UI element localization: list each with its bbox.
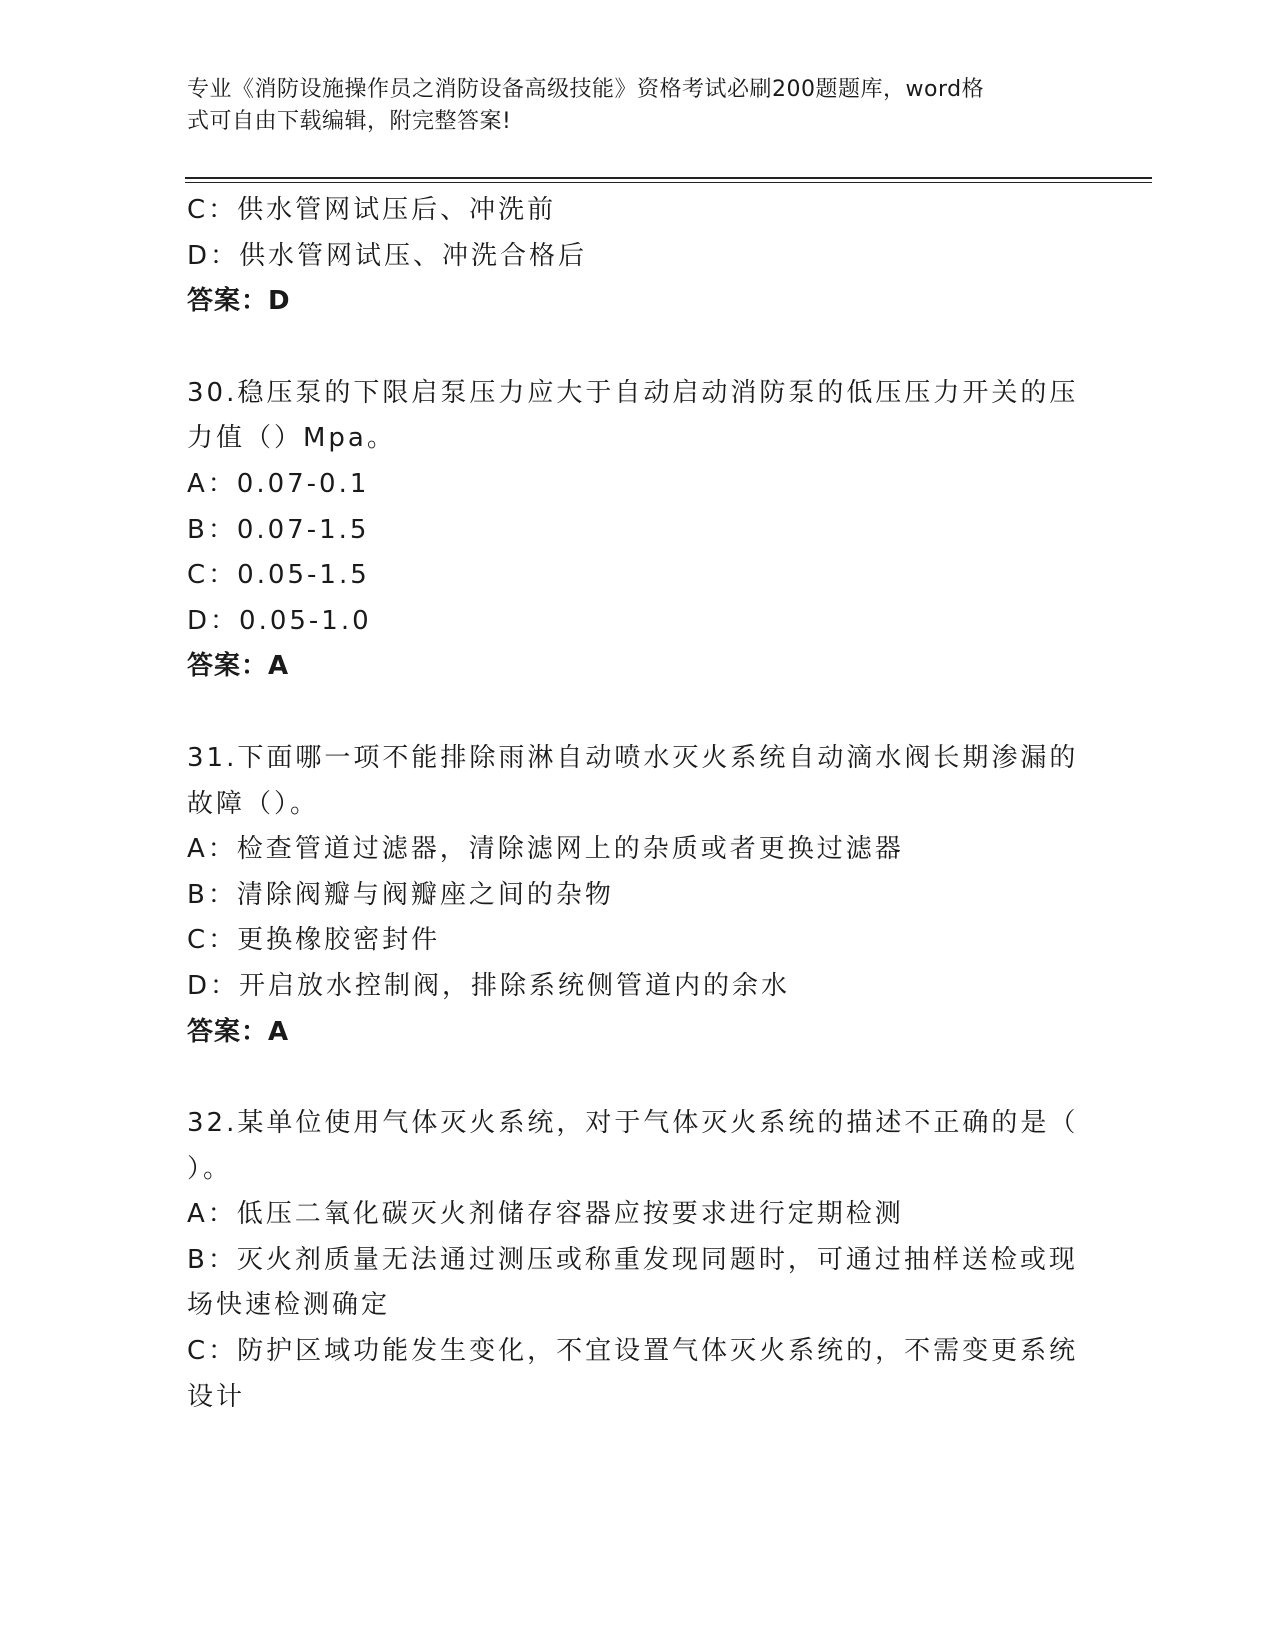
spacer	[187, 325, 1087, 371]
option-b: B：0.07-1.5	[187, 514, 370, 545]
option-c: C：供水管网试压后、冲洗前	[187, 195, 557, 225]
prev-question-block	[187, 188, 1087, 325]
option-c-line-2: 设计	[187, 1381, 246, 1412]
spacer	[187, 1055, 1087, 1101]
option-d: D：0.05-1.0	[187, 605, 372, 636]
answer-line: 答案：A	[187, 1016, 290, 1047]
question-stem-line-1: 31.下面哪一项不能排除雨淋自动喷水灭火系统自动滴水阀长期渗漏的	[187, 742, 1079, 773]
option-c-line-1: C：防护区域功能发生变化，不宜设置气体灭火系统的，不需变更系统	[187, 1336, 1079, 1367]
header-rule-thick	[185, 177, 1152, 179]
question-31	[187, 736, 1087, 1055]
answer-line: 答案：D	[187, 286, 291, 317]
question-32	[187, 1101, 1087, 1420]
option-b: B：清除阀瓣与阀瓣座之间的杂物	[187, 879, 614, 910]
option-a: A：0.07-0.1	[187, 468, 370, 499]
option-b-line-2: 场快速检测确定	[187, 1290, 391, 1321]
spacer	[187, 690, 1087, 736]
header-title-line-2: 式可自由下载编辑，附完整答案!	[187, 109, 512, 134]
question-stem-line-2: 故障（）。	[187, 788, 320, 819]
answer-line: 答案：A	[187, 651, 290, 682]
option-a: A：检查管道过滤器，清除滤网上的杂质或者更换过滤器	[187, 834, 904, 865]
option-d: D：供水管网试压、冲洗合格后	[187, 240, 588, 271]
option-c: C：0.05-1.5	[187, 560, 370, 591]
question-stem-line-2: ）。	[187, 1153, 233, 1184]
question-stem-line-1: 32.某单位使用气体灭火系统，对于气体灭火系统的描述不正确的是（	[187, 1108, 1079, 1139]
header-title-line-1: 专业《消防设施操作员之消防设备高级技能》资格考试必刷200题题库，word格	[187, 77, 985, 102]
question-stem-line-2: 力值（）Mpa。	[187, 423, 396, 454]
question-stem-line-1: 30.稳压泵的下限启泵压力应大于自动启动消防泵的低压压力开关的压	[187, 377, 1079, 408]
question-30	[187, 371, 1087, 690]
option-b-line-1: B：灭火剂质量无法通过测压或称重发现同题时，可通过抽样送检或现	[187, 1244, 1078, 1275]
option-c: C：更换橡胶密封件	[187, 925, 441, 956]
header-rule-thin	[185, 182, 1152, 183]
document-header	[187, 74, 1087, 138]
option-a: A：低压二氧化碳灭火剂储存容器应按要求进行定期检测	[187, 1199, 904, 1230]
option-d: D：开启放水控制阀，排除系统侧管道内的余水	[187, 970, 791, 1001]
question-list	[187, 188, 1087, 1420]
